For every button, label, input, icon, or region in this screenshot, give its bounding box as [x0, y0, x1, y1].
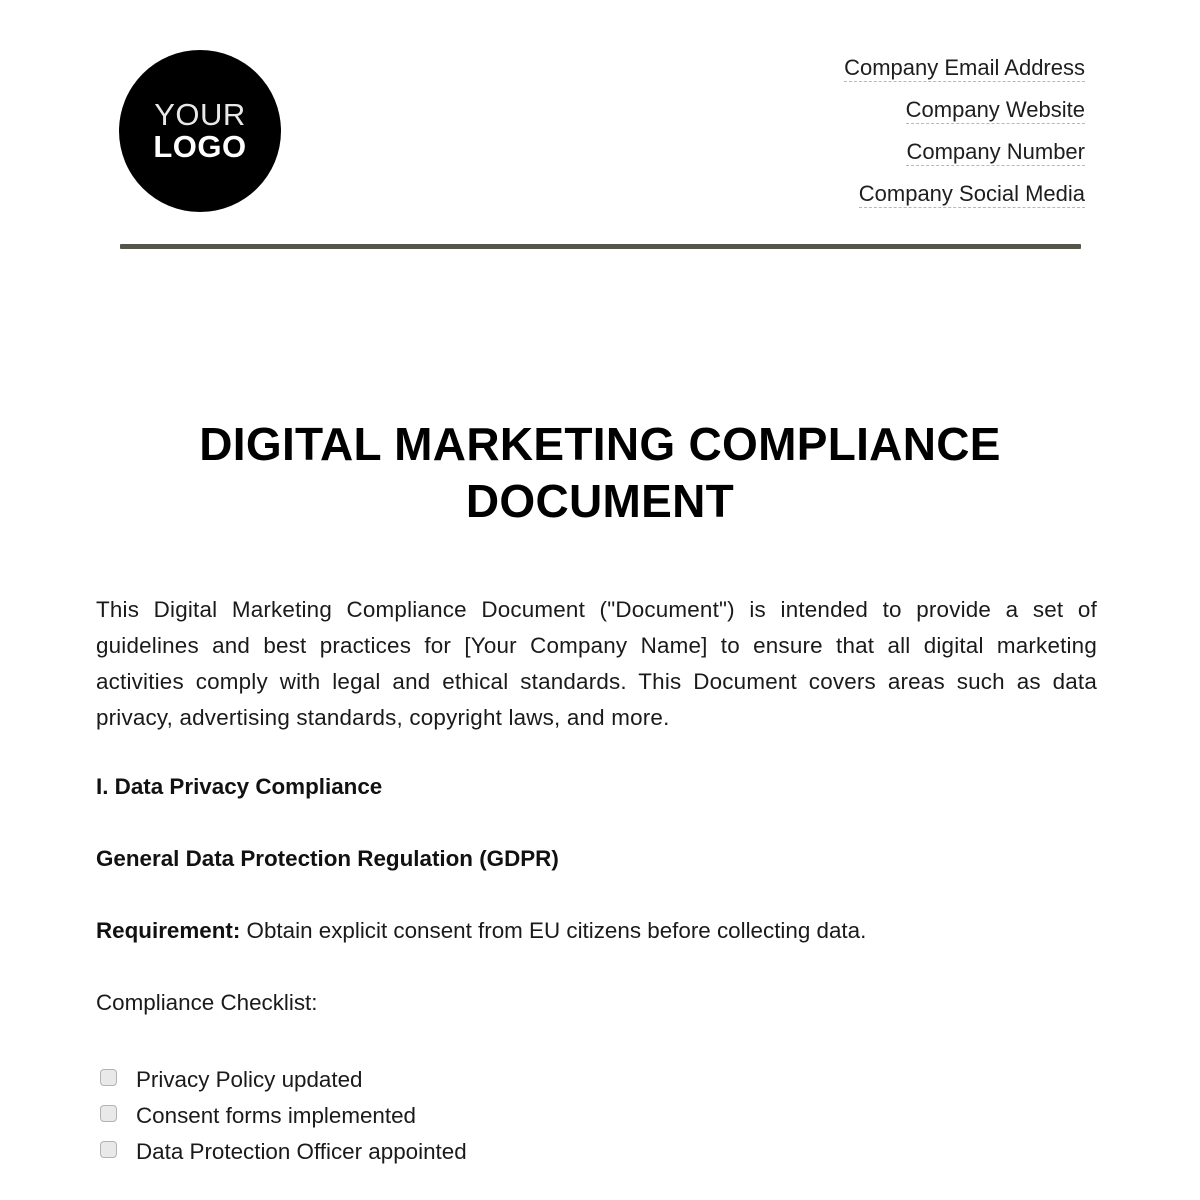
checkbox-dpo-appointed[interactable]	[100, 1141, 117, 1158]
checklist-item-label: Privacy Policy updated	[136, 1067, 363, 1092]
requirement-label: Requirement:	[96, 918, 241, 943]
logo-text-your: YOUR	[154, 96, 246, 132]
checklist-item[interactable]	[100, 1098, 467, 1134]
section-heading-data-privacy: I. Data Privacy Compliance	[96, 774, 383, 799]
checkbox-privacy-policy[interactable]	[100, 1069, 117, 1086]
company-social-media-field[interactable]: Company Social Media	[858, 181, 1085, 206]
company-website-field[interactable]: Company Website	[905, 97, 1085, 122]
document-title: DIGITAL MARKETING COMPLIANCE DOCUMENT	[199, 418, 1001, 527]
company-contact-block	[844, 54, 1085, 222]
requirement-text: Obtain explicit consent from EU citizens before collecting data.	[240, 918, 867, 943]
requirement-statement	[96, 918, 866, 944]
subsection-heading-gdpr: General Data Protection Regulation (GDPR)	[96, 846, 559, 871]
compliance-checklist	[100, 1062, 467, 1170]
checklist-item[interactable]	[100, 1062, 467, 1098]
intro-paragraph: This Digital Marketing Compliance Document ("Document") is intended to provide a set of guidelines and best practices for [Your Company Name] to ensure that all digital marketing activities comply with legal and ethical standards. This Document covers areas such as data privacy, advertising standards, copyright laws, and more.	[96, 597, 1097, 730]
checklist-item-label: Data Protection Officer appointed	[136, 1139, 467, 1164]
company-email-field[interactable]: Company Email Address	[844, 55, 1085, 80]
checklist-item-label: Consent forms implemented	[136, 1103, 417, 1128]
header-divider	[120, 244, 1081, 249]
company-logo	[119, 50, 281, 212]
logo-text-logo: LOGO	[153, 128, 247, 164]
checkbox-consent-forms[interactable]	[100, 1105, 117, 1122]
company-number-field[interactable]: Company Number	[906, 139, 1085, 164]
checklist-label: Compliance Checklist:	[96, 990, 318, 1015]
checklist-item[interactable]	[100, 1134, 467, 1170]
